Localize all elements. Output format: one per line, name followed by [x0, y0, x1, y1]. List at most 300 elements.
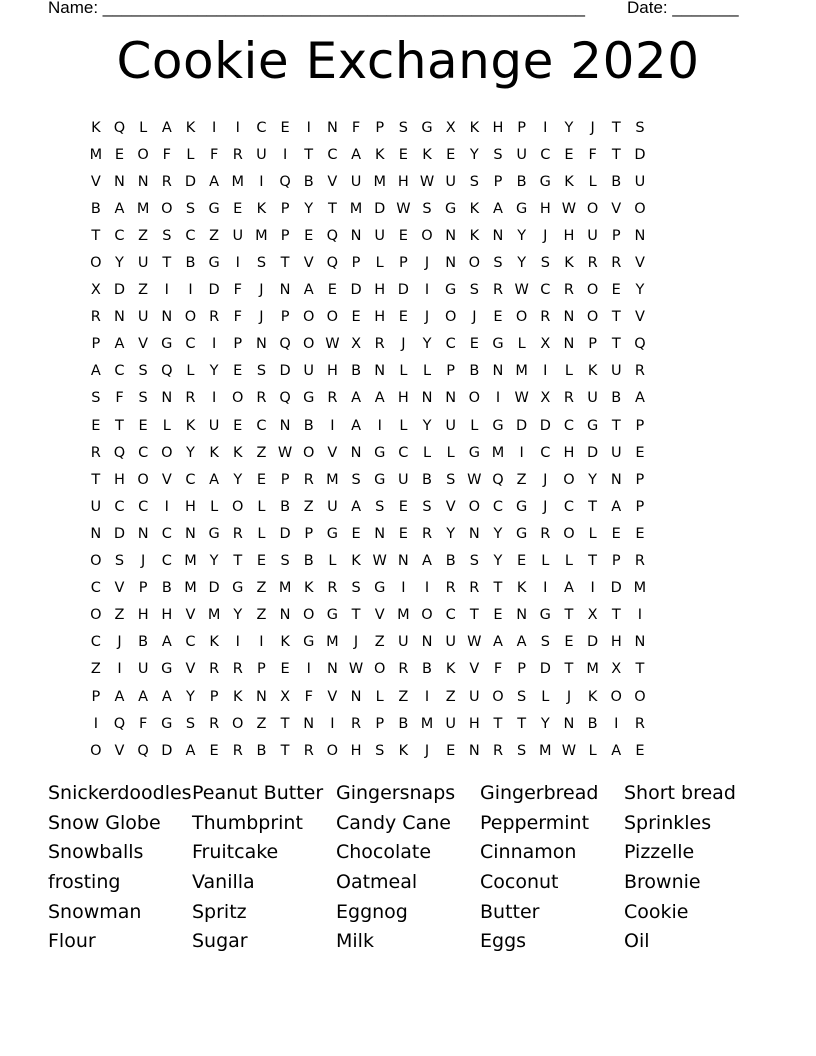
grid-letter: G [445, 282, 457, 299]
grid-letter: T [517, 715, 527, 732]
grid-letter: L [541, 688, 550, 705]
grid-letter: T [280, 715, 290, 732]
grid-letter: Q [326, 227, 339, 244]
grid-letter: R [185, 390, 196, 407]
grid-letter: S [91, 390, 101, 407]
grid-letter: X [351, 336, 362, 353]
grid-letter: C [138, 498, 149, 515]
grid-letter: F [304, 688, 313, 705]
grid-letter: N [255, 688, 267, 705]
grid-letter: U [587, 390, 598, 407]
grid-letter: I [401, 580, 406, 597]
grid-letter: E [91, 417, 101, 434]
grid-letter: T [162, 255, 172, 272]
grid-letter: N [374, 525, 386, 542]
grid-letter: I [306, 119, 311, 136]
grid-letter: S [540, 255, 550, 272]
grid-letter: G [161, 715, 173, 732]
grid-letter: O [421, 607, 433, 624]
grid-letter: G [468, 444, 480, 461]
grid-letter: S [138, 390, 148, 407]
grid-letter: R [374, 336, 385, 353]
grid-letter: E [493, 309, 503, 326]
grid-letter: U [350, 173, 362, 190]
name-field-label: Name: ___________________________________________________ [48, 0, 585, 17]
grid-letter: A [209, 471, 220, 488]
grid-letter: A [138, 688, 149, 705]
grid-letter: M [231, 173, 245, 190]
grid-letter: C [327, 146, 338, 163]
grid-letter: F [209, 146, 219, 163]
grid-letter: J [353, 634, 359, 651]
grid-letter: E [304, 227, 314, 244]
grid-letter: V [634, 309, 645, 326]
grid-letter: O [90, 553, 102, 570]
grid-letter: T [469, 607, 479, 624]
grid-letter: D [113, 282, 126, 299]
grid-letter: P [138, 580, 148, 597]
grid-letter: N [255, 336, 267, 353]
grid-letter: F [138, 715, 148, 732]
grid-letter: V [185, 661, 196, 678]
grid-letter: T [635, 661, 645, 678]
word-list-item: Eggs [480, 930, 527, 953]
grid-letter: Z [209, 227, 220, 244]
grid-letter: P [280, 309, 290, 326]
word-list-item: Coconut [480, 871, 559, 894]
grid-letter: F [233, 309, 242, 326]
grid-letter: N [350, 688, 362, 705]
grid-letter: B [161, 580, 172, 597]
grid-letter: E [256, 471, 266, 488]
grid-letter: K [587, 688, 598, 705]
grid-letter: I [306, 661, 311, 678]
grid-letter: R [492, 282, 504, 299]
grid-letter: S [517, 742, 527, 759]
grid-letter: K [351, 553, 361, 570]
grid-letter: C [563, 417, 575, 434]
grid-row [84, 249, 652, 276]
grid-letter: M [515, 363, 528, 380]
grid-letter: H [374, 309, 386, 326]
word-list-item: Butter [480, 900, 540, 923]
grid-letter: E [256, 553, 266, 570]
grid-letter: N [634, 634, 646, 651]
grid-letter: Y [446, 525, 456, 542]
grid-letter: N [137, 173, 149, 190]
grid-letter: P [611, 227, 621, 244]
grid-letter: C [540, 282, 551, 299]
grid-letter: K [469, 119, 480, 136]
grid-letter: D [397, 282, 409, 299]
grid-letter: H [185, 498, 196, 515]
grid-letter: R [303, 471, 314, 488]
grid-letter: R [90, 309, 101, 326]
grid-letter: T [611, 146, 621, 163]
grid-letter: S [256, 363, 267, 380]
grid-letter: H [563, 444, 575, 461]
grid-letter: U [303, 363, 315, 380]
grid-row [84, 331, 652, 358]
word-list-item: Snowman [48, 900, 142, 923]
grid-letter: Y [209, 363, 219, 380]
grid-letter: C [161, 553, 172, 570]
grid-row [84, 493, 652, 520]
grid-letter: M [349, 200, 363, 217]
grid-row [84, 737, 652, 764]
grid-letter: Q [326, 255, 339, 272]
grid-letter: D [516, 417, 528, 434]
grid-letter: U [587, 227, 598, 244]
grid-letter: Y [493, 553, 503, 570]
grid-letter: Y [115, 255, 124, 272]
grid-letter: Z [138, 282, 149, 299]
grid-row [84, 277, 652, 304]
grid-letter: W [348, 661, 364, 678]
grid-letter: J [117, 634, 122, 651]
grid-letter: J [259, 309, 264, 326]
grid-letter: M [633, 580, 647, 597]
grid-letter: O [586, 200, 599, 217]
grid-letter: N [350, 444, 362, 461]
grid-letter: Z [138, 227, 149, 244]
grid-letter: E [446, 146, 456, 163]
word-list-item: Milk [336, 930, 374, 953]
grid-letter: A [209, 173, 220, 190]
grid-letter: L [564, 363, 573, 380]
grid-letter: N [185, 525, 196, 542]
grid-letter: B [516, 173, 527, 190]
grid-letter: E [635, 444, 645, 461]
grid-letter: A [563, 580, 574, 597]
grid-letter: R [351, 715, 362, 732]
grid-letter: S [351, 471, 361, 488]
grid-letter: Y [186, 688, 195, 705]
grid-letter: K [233, 688, 243, 705]
grid-letter: K [469, 200, 480, 217]
word-search-grid [84, 114, 652, 764]
grid-letter: E [611, 525, 621, 542]
grid-letter: K [516, 580, 527, 597]
grid-letter: F [588, 146, 597, 163]
grid-letter: M [326, 471, 339, 488]
word-list-item: Snowballs [48, 841, 144, 864]
grid-letter: V [185, 607, 196, 624]
grid-letter: F [162, 146, 171, 163]
grid-letter: D [610, 580, 622, 597]
grid-letter: O [326, 742, 339, 759]
grid-letter: Z [90, 661, 101, 678]
grid-letter: M [207, 607, 221, 624]
grid-letter: L [446, 444, 455, 461]
grid-letter: O [515, 309, 528, 326]
grid-letter: O [184, 309, 197, 326]
grid-letter: Z [256, 715, 267, 732]
grid-letter: N [445, 227, 457, 244]
grid-letter: O [421, 227, 433, 244]
grid-letter: B [280, 498, 291, 515]
grid-letter: V [327, 173, 338, 190]
grid-letter: D [587, 444, 599, 461]
grid-letter: T [611, 309, 621, 326]
grid-letter: D [539, 417, 551, 434]
grid-letter: B [303, 417, 314, 434]
grid-letter: T [280, 255, 290, 272]
grid-letter: B [185, 255, 196, 272]
grid-letter: L [422, 363, 432, 380]
grid-letter: I [330, 715, 335, 732]
grid-letter: E [280, 119, 290, 136]
grid-letter: P [635, 498, 645, 515]
grid-letter: V [374, 607, 385, 624]
word-list-item: Sugar [192, 930, 248, 953]
grid-letter: C [114, 363, 125, 380]
grid-letter: E [351, 309, 361, 326]
grid-letter: V [303, 255, 314, 272]
grid-letter: I [424, 580, 430, 597]
grid-letter: I [377, 417, 382, 434]
grid-letter: A [351, 390, 361, 407]
grid-letter: R [232, 742, 243, 759]
grid-letter: M [136, 200, 150, 217]
grid-letter: E [564, 146, 574, 163]
grid-letter: L [210, 498, 219, 515]
grid-letter: E [327, 282, 337, 299]
word-list-item: Cinnamon [480, 841, 577, 864]
grid-letter: A [351, 417, 361, 434]
grid-letter: V [114, 742, 125, 759]
grid-letter: P [280, 471, 290, 488]
grid-letter: B [422, 471, 432, 488]
grid-letter: T [611, 336, 621, 353]
grid-letter: Y [635, 282, 645, 299]
grid-letter: C [185, 227, 196, 244]
grid-letter: W [514, 390, 529, 407]
grid-letter: Y [233, 607, 243, 624]
grid-letter: R [161, 173, 172, 190]
grid-letter: P [375, 715, 385, 732]
grid-letter: P [233, 336, 243, 353]
grid-letter: R [256, 390, 267, 407]
grid-row [84, 656, 652, 683]
grid-letter: G [586, 417, 599, 434]
grid-letter: N [563, 309, 575, 326]
grid-letter: L [186, 146, 195, 163]
grid-letter: B [611, 173, 622, 190]
grid-row [84, 412, 652, 439]
grid-letter: P [91, 688, 101, 705]
grid-letter: J [141, 553, 146, 570]
grid-letter: A [161, 119, 172, 136]
grid-letter: O [634, 688, 646, 705]
grid-letter: A [351, 146, 361, 163]
grid-letter: Y [517, 255, 527, 272]
grid-letter: Z [256, 607, 267, 624]
grid-letter: K [587, 363, 598, 380]
grid-letter: I [543, 363, 548, 380]
grid-letter: V [114, 580, 125, 597]
grid-letter: C [90, 634, 101, 651]
grid-letter: Q [113, 444, 126, 461]
grid-letter: E [398, 498, 408, 515]
grid-letter: D [208, 282, 220, 299]
grid-letter: N [161, 309, 173, 326]
grid-letter: Y [422, 336, 432, 353]
grid-letter: G [232, 580, 244, 597]
grid-letter: B [351, 363, 362, 380]
grid-letter: E [635, 525, 645, 542]
grid-letter: T [564, 607, 574, 624]
grid-row [84, 520, 652, 547]
grid-letter: C [138, 444, 149, 461]
grid-letter: N [326, 119, 338, 136]
grid-letter: O [610, 688, 622, 705]
grid-letter: U [232, 227, 244, 244]
grid-letter: B [90, 200, 101, 217]
grid-letter: O [90, 742, 102, 759]
grid-letter: O [468, 390, 481, 407]
grid-letter: S [635, 119, 645, 136]
grid-letter: M [491, 444, 505, 461]
grid-letter: M [586, 661, 599, 678]
grid-letter: E [398, 227, 408, 244]
grid-letter: C [540, 146, 551, 163]
grid-letter: N [279, 607, 291, 624]
word-list-item: frosting [48, 871, 121, 894]
grid-letter: Q [161, 363, 173, 380]
grid-letter: N [468, 742, 480, 759]
grid-letter: E [398, 525, 408, 542]
grid-letter: L [399, 417, 408, 434]
grid-letter: E [564, 634, 574, 651]
grid-letter: Z [516, 471, 527, 488]
grid-row [84, 629, 652, 656]
grid-letter: L [257, 498, 266, 515]
grid-letter: W [561, 200, 577, 217]
grid-letter: B [422, 661, 432, 678]
grid-letter: R [303, 742, 314, 759]
word-list-item: Gingersnaps [336, 782, 456, 804]
word-list-item: Eggnog [336, 900, 408, 923]
grid-letter: U [256, 146, 267, 163]
grid-letter: X [540, 390, 551, 407]
grid-letter: H [326, 363, 338, 380]
grid-letter: M [255, 227, 268, 244]
grid-letter: G [374, 471, 386, 488]
grid-letter: K [374, 146, 385, 163]
grid-letter: G [492, 336, 504, 353]
grid-letter: Z [398, 688, 409, 705]
grid-letter: D [587, 634, 599, 651]
grid-letter: U [445, 173, 456, 190]
grid-letter: D [374, 200, 386, 217]
grid-letter: V [445, 498, 456, 515]
word-list-item: Brownie [624, 871, 701, 894]
grid-letter: R [469, 580, 480, 597]
grid-row [84, 195, 652, 222]
grid-letter: S [446, 471, 456, 488]
grid-letter: Y [517, 227, 527, 244]
word-list-item: Candy Cane [336, 811, 451, 834]
grid-letter: I [424, 688, 430, 705]
grid-letter: V [138, 336, 149, 353]
grid-letter: S [185, 715, 196, 732]
grid-row [84, 548, 652, 575]
grid-letter: Y [493, 525, 503, 542]
grid-letter: P [588, 336, 597, 353]
grid-letter: L [588, 173, 597, 190]
word-list-item: Fruitcake [192, 841, 279, 864]
grid-letter: O [586, 282, 599, 299]
grid-letter: U [516, 146, 527, 163]
grid-letter: H [492, 119, 504, 136]
grid-letter: S [185, 200, 196, 217]
grid-letter: X [90, 282, 101, 299]
grid-letter: O [232, 498, 244, 515]
grid-letter: A [493, 200, 503, 217]
grid-letter: O [161, 200, 173, 217]
grid-row [84, 439, 652, 466]
grid-letter: T [588, 553, 598, 570]
grid-letter: X [587, 607, 598, 624]
grid-letter: H [137, 607, 149, 624]
grid-letter: T [327, 200, 337, 217]
grid-row [84, 358, 652, 385]
grid-letter: H [397, 173, 409, 190]
grid-letter: S [351, 580, 361, 597]
grid-letter: S [138, 363, 148, 380]
grid-letter: I [259, 173, 264, 190]
grid-letter: A [303, 282, 314, 299]
grid-letter: C [90, 580, 101, 597]
grid-letter: X [445, 119, 456, 136]
grid-letter: F [115, 390, 124, 407]
grid-letter: O [563, 525, 575, 542]
grid-letter: U [137, 255, 149, 272]
grid-letter: G [208, 255, 220, 272]
grid-letter: I [519, 444, 524, 461]
grid-letter: R [611, 255, 622, 272]
grid-letter: N [492, 363, 504, 380]
grid-letter: O [232, 390, 244, 407]
grid-letter: Y [422, 417, 432, 434]
grid-letter: M [184, 553, 197, 570]
grid-letter: V [469, 661, 480, 678]
grid-letter: B [445, 553, 456, 570]
grid-letter: O [468, 498, 481, 515]
grid-letter: T [304, 146, 314, 163]
grid-letter: U [445, 715, 456, 732]
grid-letter: G [516, 200, 528, 217]
grid-letter: J [590, 119, 595, 136]
grid-letter: Y [588, 471, 598, 488]
grid-letter: R [421, 525, 433, 542]
grid-letter: W [514, 282, 529, 299]
grid-letter: D [113, 525, 126, 542]
grid-letter: J [424, 742, 430, 759]
grid-letter: H [468, 715, 480, 732]
grid-row [84, 385, 652, 412]
grid-letter: G [326, 607, 339, 624]
grid-letter: W [372, 553, 387, 570]
grid-letter: I [495, 390, 501, 407]
grid-letter: R [634, 363, 645, 380]
grid-letter: K [564, 173, 574, 190]
grid-letter: S [517, 688, 527, 705]
grid-row [84, 141, 652, 168]
grid-letter: V [634, 255, 645, 272]
grid-letter: B [303, 173, 314, 190]
